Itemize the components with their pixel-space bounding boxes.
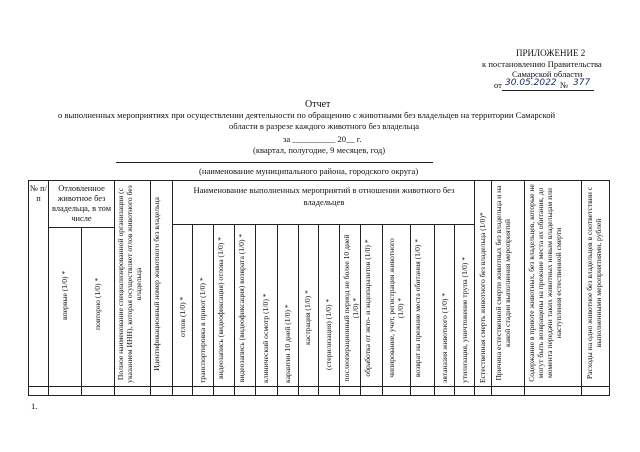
- header-shelter-keeping: Содержание в приюте животных, без владельцев, которые не могут быть возвращены на прежние места их обитания, до момента передачи таких животных новым владельцам или наступления естественной смерти: [527, 184, 563, 382]
- row-number-1: 1.: [31, 401, 38, 411]
- activity-video-capture: видеозапись (видеофиксация) отлова (1/0) *: [216, 237, 225, 380]
- report-period-line: за __________ 20__ г.: [283, 134, 362, 144]
- appendix-underline: [502, 90, 594, 91]
- report-subtitle-2: области в разрезе каждого животного без владельца: [229, 121, 420, 131]
- appendix-number: 377: [573, 78, 591, 88]
- activity-video-return: видеозапись (видеофиксация) возврата (1/0) *: [237, 233, 246, 383]
- report-period-hint: (квартал, полугодие, 9 месяцев, год): [253, 145, 386, 155]
- header-animal-id: Идентификационный номер животного без владельца: [152, 197, 161, 371]
- activity-clinical-exam: клинический осмотр (1/0) *: [261, 293, 270, 383]
- municipality-hint: (наименование муниципального района, городского округа): [199, 166, 419, 176]
- activity-parasite-treatment: обработка от экто- и эндопаразитов (1/0) *: [363, 239, 372, 377]
- header-primary: впервые (1/0) *: [60, 270, 69, 320]
- header-organization: Полное наименование специализированной организации (с указанием ИНН), которая осуществляет отлов животного без владельца: [116, 185, 143, 383]
- appendix-date: 30.05.2022: [505, 78, 557, 88]
- header-natural-death: Естественная смерть животного без владельца (1/0)*: [478, 212, 487, 383]
- activity-chipping: чипирование, учет, регистрация животного (1/0) *: [387, 238, 405, 378]
- activity-sterilization: (стерилизация) (1/0) *: [324, 298, 333, 370]
- appendix-line-2: Самарской области: [512, 69, 583, 79]
- header-expenses: Расходы на одно животное без владельцев в соответствии с выполненными мероприятиями, рублей: [585, 186, 603, 380]
- municipality-line: [116, 162, 433, 163]
- report-title: Отчет: [305, 99, 331, 110]
- activity-euthanasia: эвтаназия животного (1/0) *: [440, 292, 449, 383]
- appendix-from-label: от: [494, 80, 502, 90]
- activity-return-habitat: возврат на прежние места обитания (1/0) *: [413, 238, 422, 378]
- header-activities: Наименование выполненных мероприятий в отношении животного без владельцев: [193, 185, 455, 207]
- appendix-title: ПРИЛОЖЕНИЕ 2: [516, 48, 586, 58]
- activity-transport: транспортировка в приют (1/0) *: [198, 277, 207, 383]
- header-caught-animal: Отловленное животное без владельца, в том числе: [51, 184, 112, 223]
- header-death-reason: Причина естественной смерти животных без владельца и на какой стадии выполнения мероприятий: [494, 185, 512, 381]
- report-subtitle-1: о выполненных мероприятиях при осуществлении деятельности по обращению с животными без владельцев на территории Самарской: [58, 110, 556, 120]
- header-repeat: повторно (1/0) *: [93, 277, 102, 330]
- appendix-line-1: к постановлению Правительства: [482, 59, 602, 69]
- activity-capture: отлов (1/0) *: [178, 296, 187, 337]
- header-number: № п/п: [30, 184, 47, 203]
- activity-disposal: утилизация, уничтожение трупа (1/0) *: [460, 257, 469, 383]
- appendix-number-label: №: [560, 80, 569, 90]
- activity-postoperative: послеоперационный период не более 10 дней (1/0) *: [342, 234, 360, 382]
- activity-quarantine: карантин 10 дней (1/0) *: [283, 304, 292, 383]
- activity-castration: кастрация (1/0) *: [303, 290, 312, 345]
